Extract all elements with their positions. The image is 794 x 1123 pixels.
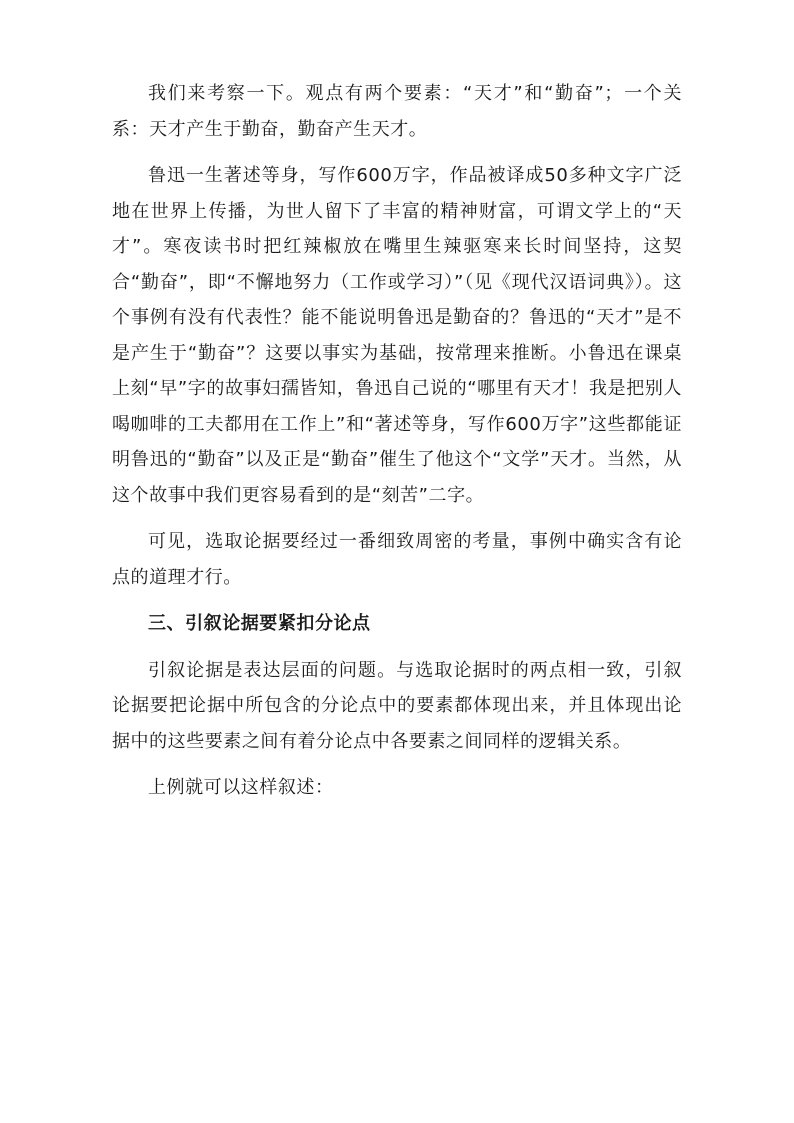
document-body — [112, 76, 682, 817]
paragraph-citing-evidence: 引叙论据是表达层面的问题。与选取论据时的两点相一致，引叙论据要把论据中所包含的分论点中的要素都体现出来，并且体现出论据中的这些要素之间有着分论点中各要素之间同样的逻辑关系。 — [112, 659, 682, 752]
paragraph-luxun-example: 鲁迅一生著述等身，写作600万字，作品被译成50多种文字广泛地在世界上传播，为世人留下了丰富的精神财富，可谓文学上的“天才”。寒夜读书时把红辣椒放在嘴里生辣驱寒来长时间坚持，这契合“勤奋”，即“不懈地努力（工作或学习）”（见《现代汉语词典》）。这个事例有没有代表性？能不能说明鲁迅是勤奋的？鲁迅的“天才”是不是产生于“勤奋”？这要以事实为基础，按常理来推断。小鲁迅在课桌上刻“早”字的故事妇孺皆知，鲁迅自己说的“哪里有天才！我是把别人喝咖啡的工夫都用在工作上”和“著述等身，写作600万字”这些都能证明鲁迅的“勤奋”以及正是“勤奋”催生了他这个“文学”天才。当然，从这个故事中我们更容易看到的是“刻苦”二字。 — [112, 165, 682, 506]
section-heading: 三、引叙论据要紧扣分论点 — [148, 613, 371, 634]
paragraph-elements-and-relation: 我们来考察一下。观点有两个要素：“天才”和“勤奋”；一个关系：天才产生于勤奋，勤奋产生天才。 — [112, 83, 682, 140]
paragraph-example-intro: 上例就可以这样叙述： — [148, 777, 334, 798]
paragraph-conclusion: 可见，选取论据要经过一番细致周密的考量，事例中确实含有论点的道理才行。 — [112, 531, 682, 588]
